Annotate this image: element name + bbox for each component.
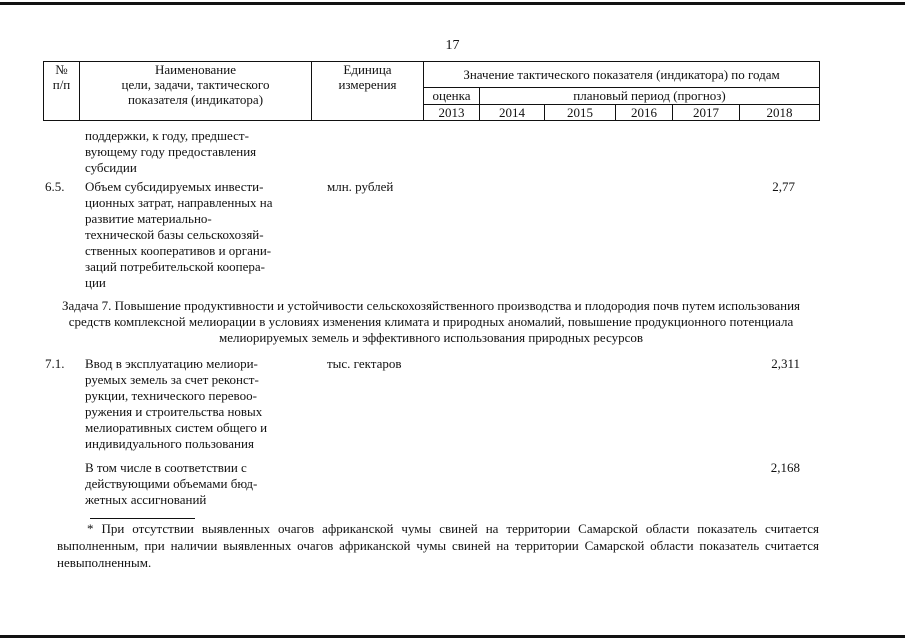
row-7-1-value-2017: 2,311: [771, 356, 800, 371]
header-year-2016: 2016: [616, 105, 673, 121]
header-year-2013: 2013: [424, 105, 480, 121]
page-number: 17: [445, 38, 460, 53]
row-7-1-unit: тыс. гектаров: [327, 356, 402, 371]
footnote-separator: [90, 518, 195, 519]
row-7-1-sub-name: В том числе в соответствии с действующими объемами бюд- жетных ассигнований: [85, 460, 258, 507]
header-planned: плановый период (прогноз): [480, 88, 820, 105]
bottom-border-line: [0, 635, 905, 638]
row-6-5-value-2018: 2,77: [772, 179, 795, 194]
continued-indicator-text: поддержки, к году, предшест- вующему году предоставления субсидии: [85, 128, 257, 175]
row-6-5-number: 6.5.: [45, 179, 65, 194]
task-7-heading: Задача 7. Повышение продуктивности и устойчивости сельскохозяйственного производства и плодородия почв путем использования средств комплексной мелиорации в условиях изменения климата и природных аномалий, повышение продукционного потенциала мелиорируемых земель и эффективного использования природных ресурсов: [61, 298, 801, 345]
row-6-5-unit: млн. рублей: [327, 179, 394, 194]
row-7-1-name: Ввод в эксплуатацию мелиори- руемых земель за счет реконст- рукции, технического перевоо- ружения и строительства новых мелиоративных систем общего и индивидуального пользования: [85, 356, 268, 451]
footnote: * При отсутствии выявленных очагов африканской чумы свиней на территории Самарской области показатель считается выполненным, при наличии выявленных очагов африканской чумы свиней на территории Самарской области показатель считается невыполненным.: [57, 521, 819, 570]
header-estimate: оценка: [424, 88, 480, 105]
table-header: [43, 61, 820, 121]
header-value-title: Значение тактического показателя (индикатора) по годам: [424, 62, 820, 88]
row-6-5-name: Объем субсидируемых инвести- ционных затрат, направленных на развитие материально- технической базы сельскохозяй- ственных кооперативов и органи- заций потребительской коопера- ции: [85, 179, 273, 290]
header-year-2015: 2015: [545, 105, 616, 121]
top-border-line: [0, 2, 905, 5]
header-name: Наименование цели, задачи, тактического показателя (индикатора): [80, 62, 312, 121]
header-year-2014: 2014: [480, 105, 545, 121]
header-unit: Единица измерения: [312, 62, 424, 121]
header-num: № п/п: [44, 62, 80, 121]
row-7-1-sub-value-2017: 2,168: [770, 460, 800, 475]
row-7-1-number: 7.1.: [45, 356, 65, 371]
header-year-2017: 2017: [673, 105, 740, 121]
header-year-2018: 2018: [740, 105, 820, 121]
